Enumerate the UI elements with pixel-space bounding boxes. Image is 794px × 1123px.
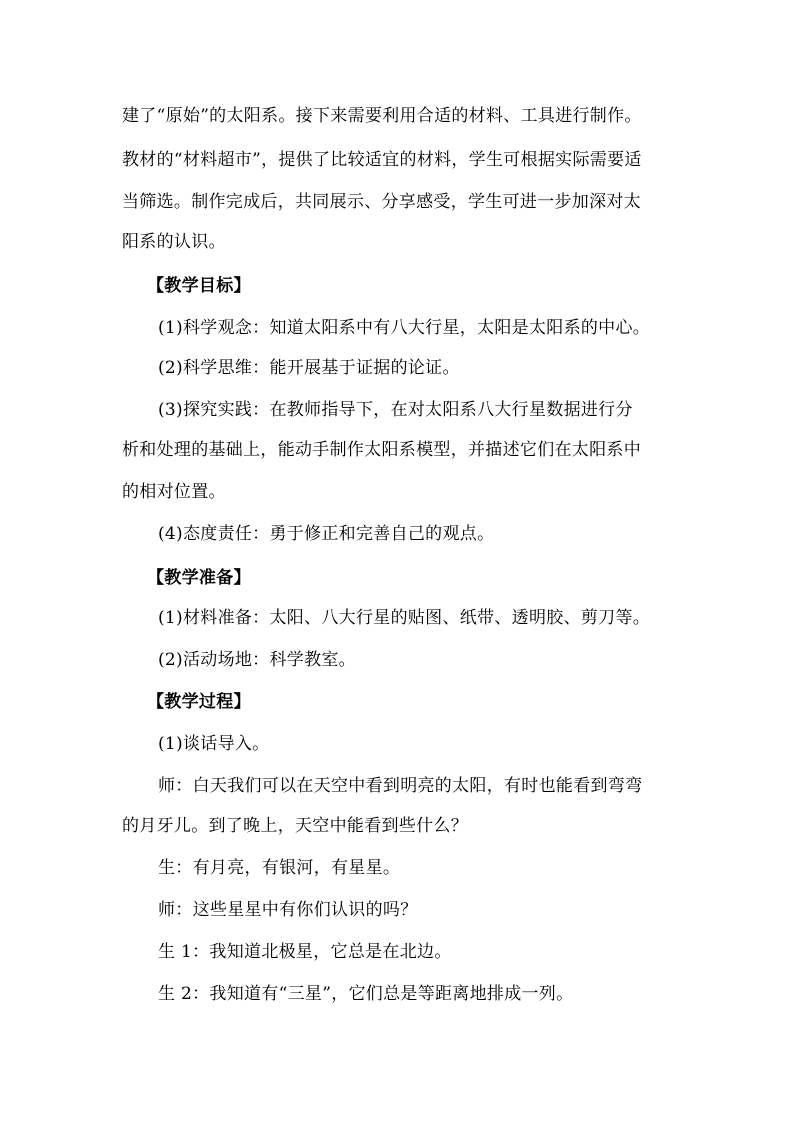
objective-item-3-line-2: 析和处理的基础上，能动手制作太阳系模型，并描述它们在太阳系中 xyxy=(122,440,641,460)
intro-line-2: 教材的“材料超市”，提供了比较适宜的材料，学生可根据实际需要适 xyxy=(122,150,642,170)
objectives-heading: 【教学目标】 xyxy=(147,276,251,296)
student-reply-3: 生 2：我知道有“三星”，它们总是等距离地排成一列。 xyxy=(158,984,574,1004)
preparation-heading: 【教学准备】 xyxy=(147,568,251,588)
preparation-item-1: (1)材料准备：太阳、八大行星的贴图、纸带、透明胶、剪刀等。 xyxy=(158,608,651,628)
student-reply-1: 生：有月亮，有银河，有星星。 xyxy=(158,858,401,878)
objective-item-4: (4)态度责任：勇于修正和完善自己的观点。 xyxy=(158,524,495,544)
teacher-question-2: 师：这些星星中有你们认识的吗？ xyxy=(158,900,418,920)
objective-item-3-line-3: 的相对位置。 xyxy=(122,482,226,502)
objective-item-1: (1)科学观念：知道太阳系中有八大行星，太阳是太阳系的中心。 xyxy=(158,318,651,338)
preparation-item-2: (2)活动场地：科学教室。 xyxy=(158,650,356,670)
intro-line-4: 阳系的认识。 xyxy=(122,232,226,252)
objective-item-2: (2)科学思维：能开展基于证据的论证。 xyxy=(158,358,460,378)
intro-line-3: 当筛选。制作完成后，共同展示、分享感受，学生可进一步加深对太 xyxy=(122,192,641,212)
teacher-line-1: 师：白天我们可以在天空中看到明亮的太阳，有时也能看到弯弯 xyxy=(158,776,643,796)
intro-line-1: 建了“原始”的太阳系。接下来需要利用合适的材料、工具进行制作。 xyxy=(122,106,642,126)
teacher-line-2: 的月牙儿。到了晚上，天空中能看到些什么？ xyxy=(122,816,468,836)
process-step-1: (1)谈话导入。 xyxy=(158,734,270,754)
objective-item-3-line-1: (3)探究实践：在教师指导下，在对太阳系八大行星数据进行分 xyxy=(158,400,633,420)
process-heading: 【教学过程】 xyxy=(147,692,251,712)
student-reply-2: 生 1：我知道北极星，它总是在北边。 xyxy=(158,942,452,962)
